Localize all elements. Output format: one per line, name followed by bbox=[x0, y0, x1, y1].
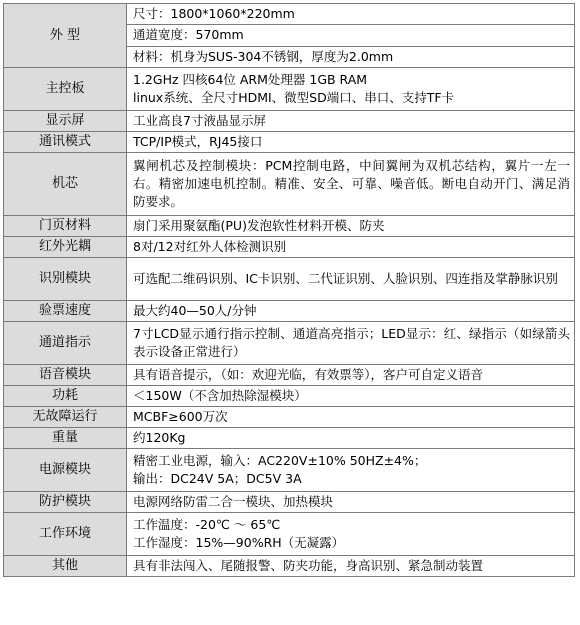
row-label-ticket-speed: 验票速度 bbox=[4, 301, 127, 322]
row-label-weight: 重量 bbox=[4, 428, 127, 449]
table-row bbox=[4, 428, 575, 449]
environment-value: 工作温度：-20℃ ～ 65℃ 工作湿度：15%—90%RH（无凝露） bbox=[127, 513, 575, 556]
mcbf-value: MCBF≥600万次 bbox=[127, 407, 575, 428]
row-label-mainboard: 主控板 bbox=[4, 68, 127, 111]
appearance-size: 尺寸：1800*1060*220mm bbox=[127, 4, 575, 25]
table-row bbox=[4, 556, 575, 577]
table-row bbox=[4, 449, 575, 492]
table-row bbox=[4, 216, 575, 237]
protection-value: 电源网络防雷二合一模块、加热模块 bbox=[127, 492, 575, 513]
table-row bbox=[4, 386, 575, 407]
row-label-movement: 机芯 bbox=[4, 153, 127, 216]
display-value: 工业高良7寸液晶显示屏 bbox=[127, 111, 575, 132]
table-row bbox=[4, 237, 575, 258]
recognition-value: 可选配二维码识别、IC卡识别、二代证识别、人脸识别、四连指及掌静脉识别 bbox=[127, 258, 575, 301]
row-label-voice: 语音模块 bbox=[4, 365, 127, 386]
table-row bbox=[4, 492, 575, 513]
ticket-speed-value: 最大约40—50人/分钟 bbox=[127, 301, 575, 322]
other-value: 具有非法闯入、尾随报警、防夹功能，身高识别、紧急制动装置 bbox=[127, 556, 575, 577]
table-row bbox=[4, 153, 575, 216]
row-label-communication: 通讯模式 bbox=[4, 132, 127, 153]
spec-table bbox=[3, 3, 575, 577]
table-row bbox=[4, 407, 575, 428]
row-label-display: 显示屏 bbox=[4, 111, 127, 132]
communication-value: TCP/IP模式，RJ45接口 bbox=[127, 132, 575, 153]
table-row bbox=[4, 258, 575, 301]
table-row bbox=[4, 365, 575, 386]
weight-value: 约120Kg bbox=[127, 428, 575, 449]
voice-value: 具有语音提示，（如：欢迎光临，有效票等），客户可自定义语音 bbox=[127, 365, 575, 386]
row-label-other: 其他 bbox=[4, 556, 127, 577]
appearance-material: 材料：机身为SUS-304不锈钢，厚度为2.0mm bbox=[127, 46, 575, 67]
row-label-infrared: 红外光耦 bbox=[4, 237, 127, 258]
table-row bbox=[4, 513, 575, 556]
table-row bbox=[4, 301, 575, 322]
power-consumption-value: ＜150W（不含加热除湿模块） bbox=[127, 386, 575, 407]
channel-indicator-value: 7寸LCD显示通行指示控制、通道高亮指示；LED显示：红、绿指示（如绿箭头表示设备正常进行） bbox=[127, 322, 575, 365]
infrared-value: 8对/12对红外人体检测识别 bbox=[127, 237, 575, 258]
row-label-channel-indicator: 通道指示 bbox=[4, 322, 127, 365]
row-label-power-consumption: 功耗 bbox=[4, 386, 127, 407]
movement-value: 翼闸机芯及控制模块：PCM控制电路，中间翼闸为双机芯结构，翼片一左一右。精密加速电机控制。精准、安全、可靠、噪音低。断电自动开门、满足消防要求。 bbox=[127, 153, 575, 216]
row-label-protection: 防护模块 bbox=[4, 492, 127, 513]
row-label-appearance: 外 型 bbox=[4, 4, 127, 68]
mainboard-value: 1.2GHz 四核64位 ARM处理器 1GB RAM linux系统、全尺寸HDMI、微型SD端口、串口、支持TF卡 bbox=[127, 68, 575, 111]
table-row bbox=[4, 132, 575, 153]
row-label-door-material: 门页材料 bbox=[4, 216, 127, 237]
appearance-channel-width: 通道宽度：570mm bbox=[127, 25, 575, 46]
row-label-mcbf: 无故障运行 bbox=[4, 407, 127, 428]
table-row bbox=[4, 4, 575, 25]
table-row bbox=[4, 68, 575, 111]
door-material-value: 扇门采用聚氨酯(PU)发泡软性材料开模、防夹 bbox=[127, 216, 575, 237]
row-label-power-supply: 电源模块 bbox=[4, 449, 127, 492]
power-supply-value: 精密工业电源，输入：AC220V±10% 50HZ±4%； 输出：DC24V 5A；DC5V 3A bbox=[127, 449, 575, 492]
table-row bbox=[4, 322, 575, 365]
table-row bbox=[4, 111, 575, 132]
row-label-recognition: 识别模块 bbox=[4, 258, 127, 301]
row-label-environment: 工作环境 bbox=[4, 513, 127, 556]
